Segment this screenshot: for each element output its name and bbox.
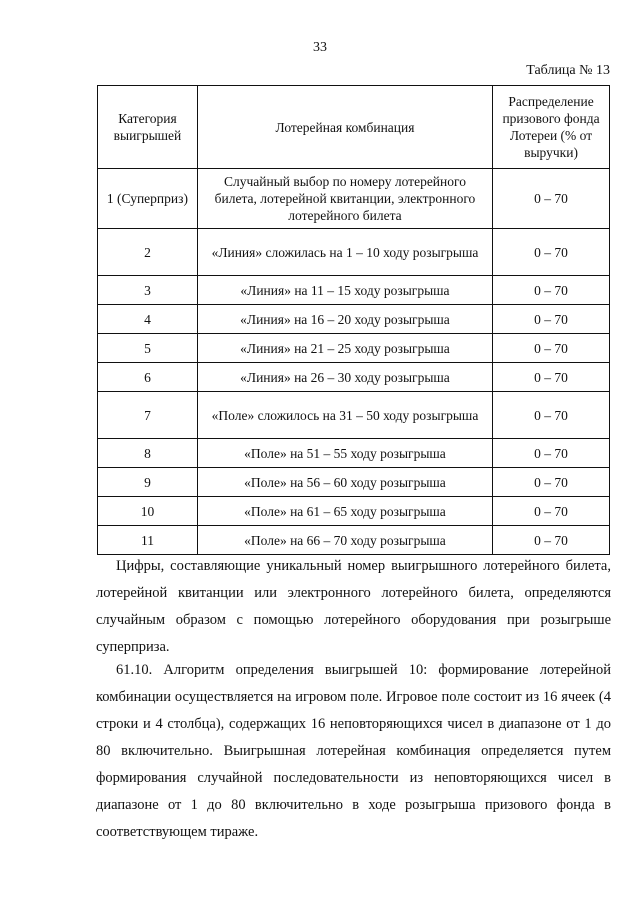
cell-category: 1 (Суперприз) [98, 169, 198, 229]
cell-category: 8 [98, 439, 198, 468]
cell-category: 5 [98, 334, 198, 363]
page-number: 33 [313, 40, 327, 55]
cell-share: 0 – 70 [493, 526, 610, 555]
cell-category: 7 [98, 392, 198, 439]
cell-category: 9 [98, 468, 198, 497]
cell-combination: «Линия» на 11 – 15 ходу розыгрыша [197, 276, 492, 305]
cell-category: 2 [98, 229, 198, 276]
cell-share: 0 – 70 [493, 497, 610, 526]
cell-combination: «Поле» на 61 – 65 ходу розыгрыша [197, 497, 492, 526]
cell-combination: «Линия» на 26 – 30 ходу розыгрыша [197, 363, 492, 392]
cell-share: 0 – 70 [493, 276, 610, 305]
header-category: Категория выигрышей [98, 86, 198, 169]
table-row [98, 439, 610, 468]
cell-share: 0 – 70 [493, 305, 610, 334]
table-row [98, 392, 610, 439]
header-combination: Лотерейная комбинация [197, 86, 492, 169]
cell-share: 0 – 70 [493, 363, 610, 392]
table-row [98, 229, 610, 276]
paragraph-algorithm-10 [96, 657, 611, 846]
table-label: Таблица № 13 [526, 63, 610, 78]
cell-combination: «Поле» на 56 – 60 ходу розыгрыша [197, 468, 492, 497]
cell-share: 0 – 70 [493, 439, 610, 468]
table-row [98, 334, 610, 363]
table-row [98, 305, 610, 334]
cell-combination: «Линия» на 21 – 25 ходу розыгрыша [197, 334, 492, 363]
header-prize-share: Распределение призового фонда Лотереи (% от выручки) [493, 86, 610, 169]
cell-category: 3 [98, 276, 198, 305]
cell-share: 0 – 70 [493, 468, 610, 497]
table-row [98, 526, 610, 555]
cell-category: 6 [98, 363, 198, 392]
cell-combination: Случайный выбор по номеру лотерейного билета, лотерейной квитанции, электронного лотерейного билета [197, 169, 492, 229]
cell-combination: «Поле» на 51 – 55 ходу розыгрыша [197, 439, 492, 468]
cell-category: 10 [98, 497, 198, 526]
cell-category: 4 [98, 305, 198, 334]
cell-category: 11 [98, 526, 198, 555]
cell-share: 0 – 70 [493, 334, 610, 363]
cell-combination: «Линия» сложилась на 1 – 10 ходу розыгрыша [197, 229, 492, 276]
table-header-row [98, 86, 610, 169]
table-row [98, 169, 610, 229]
table-row [98, 468, 610, 497]
cell-share: 0 – 70 [493, 392, 610, 439]
cell-combination: «Линия» на 16 – 20 ходу розыгрыша [197, 305, 492, 334]
cell-combination: «Поле» на 66 – 70 ходу розыгрыша [197, 526, 492, 555]
prize-distribution-table [97, 85, 610, 555]
cell-combination: «Поле» сложилось на 31 – 50 ходу розыгрыша [197, 392, 492, 439]
cell-share: 0 – 70 [493, 229, 610, 276]
paragraph-superprize-numbers [96, 553, 611, 661]
table-row [98, 497, 610, 526]
paragraph-text: Цифры, составляющие уникальный номер выигрышного лотерейного билета, лотерейной квитанции или электронного лотерейного билета, определяются случайным образом с помощью лотерейного оборудования при розыгрыше суперприза. [96, 558, 611, 655]
table-row [98, 276, 610, 305]
paragraph-text: 61.10. Алгоритм определения выигрышей 10: формирование лотерейной комбинации осуществляется на игровом поле. Игровое поле состоит из 16 ячеек (4 строки и 4 столбца), содержащих 16 неповторяющихся чисел в диапазоне от 1 до 80 включительно. Выигрышная лотерейная комбинация определяется путем формирования случайной последовательности из неповторяющихся чисел в диапазоне от 1 до 80 включительно в ходе розыгрыша призового фонда в соответствующем тираже. [96, 662, 611, 840]
table-row [98, 363, 610, 392]
cell-share: 0 – 70 [493, 169, 610, 229]
